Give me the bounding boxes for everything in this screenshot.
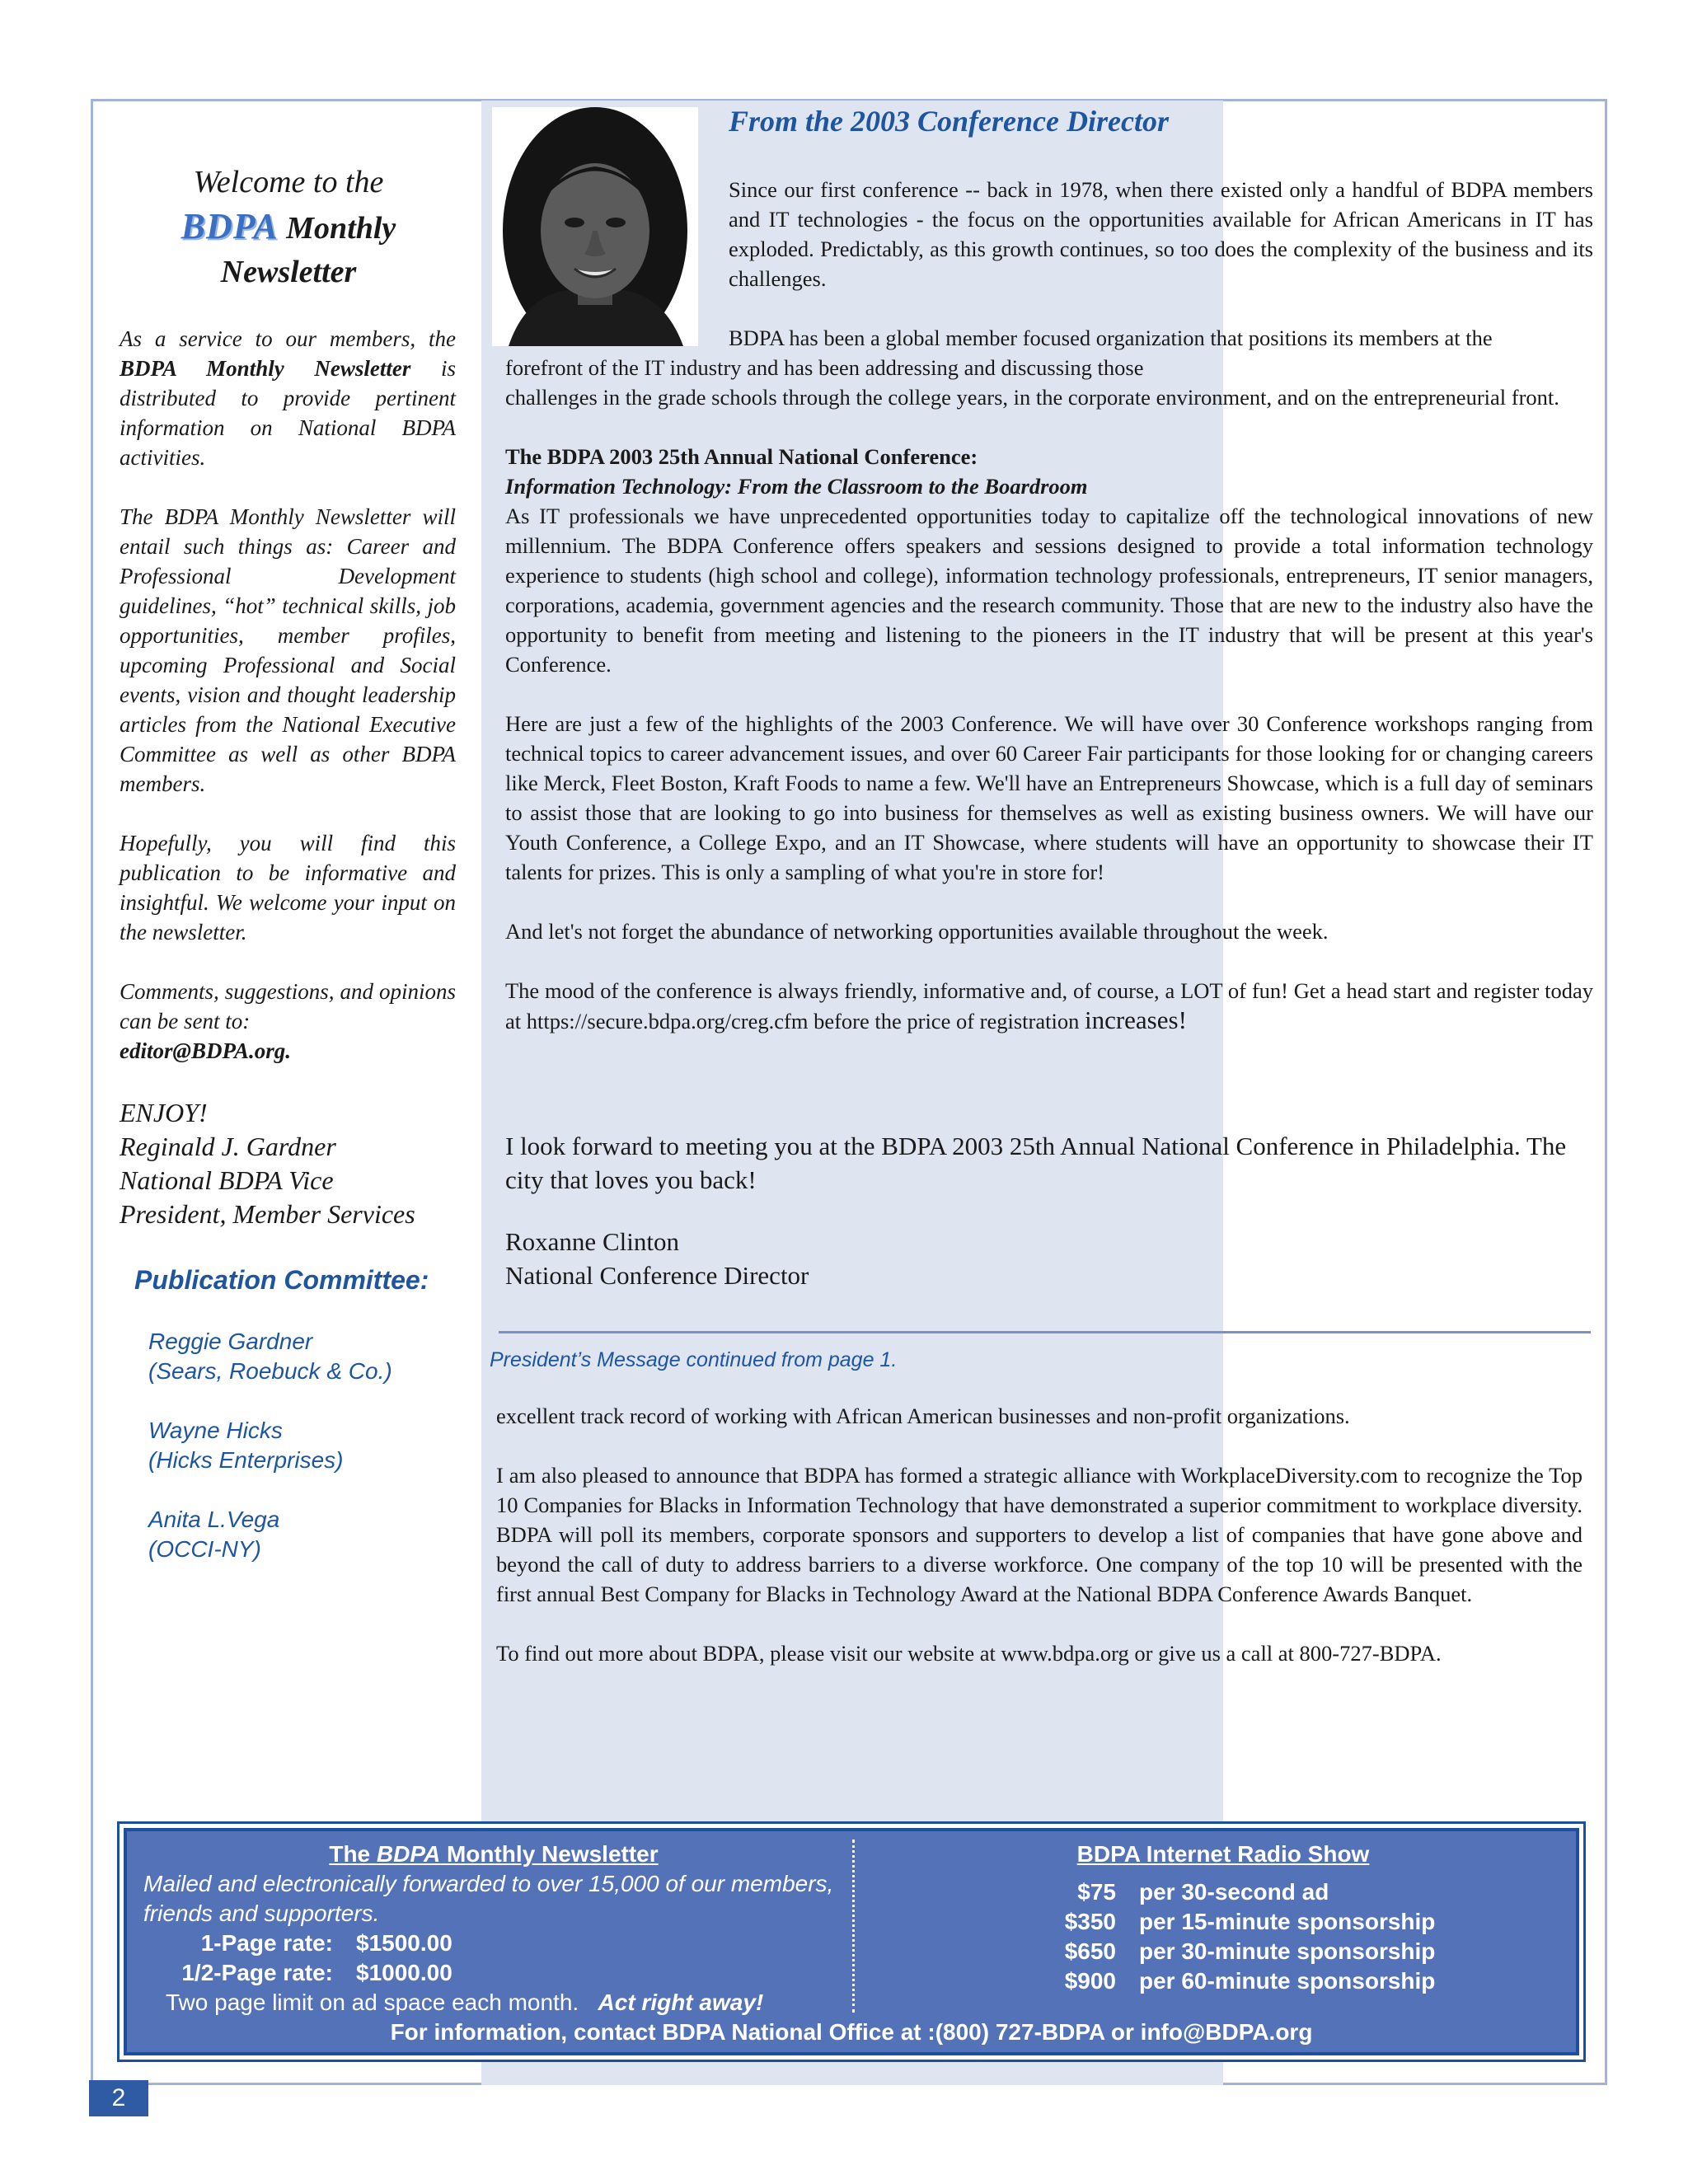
left-intro-text bbox=[120, 324, 456, 1066]
radio-rate-row: $900 per 60-minute sponsorship bbox=[1064, 1968, 1436, 1994]
ad-limit-row: Two page limit on ad space each month. Act right away! bbox=[166, 1990, 764, 2015]
director-photo bbox=[492, 107, 698, 346]
signoff-line: ENJOY! bbox=[120, 1098, 208, 1127]
article-intro-paragraph: Since our first conference -- back in 1978, when there existed only a handful of BDPA members and IT technologies - the focus on the opportunities available for African Americans in IT has exploded. Predictably, as this growth continues, so too does the complexity of the business and its challenges. bbox=[729, 177, 1593, 291]
signature-name: Roxanne Clinton bbox=[505, 1227, 679, 1256]
committee-member: Wayne Hicks (Hicks Enterprises) bbox=[148, 1418, 344, 1473]
signature bbox=[505, 1225, 1593, 1292]
radio-show-ad bbox=[869, 1840, 1578, 1996]
radio-rate-row: $75 per 30-second ad bbox=[1077, 1879, 1329, 1905]
closing-paragraph: I look forward to meeting you at the BDPA 2003 25th Annual National Conference in Philadelphia. The city that loves you back! bbox=[505, 1132, 1567, 1194]
continued-note: President’s Message continued from page 1. bbox=[490, 1348, 898, 1371]
publication-committee-title: Publication Committee: bbox=[134, 1265, 429, 1295]
ad-divider bbox=[852, 1840, 855, 2013]
committee-list bbox=[148, 1327, 392, 1594]
conference-heading: The BDPA 2003 25th Annual National Conference: bbox=[505, 444, 978, 469]
article-p2-start: BDPA has been a global member focused organization that positions its members at the bbox=[729, 326, 1493, 350]
radio-rate-row: $650 per 30-minute sponsorship bbox=[1064, 1938, 1436, 1964]
hope-paragraph: Hopefully, you will find this publication to be informative and insightful. We welcome your input on the newsletter. bbox=[120, 831, 456, 944]
signoff bbox=[120, 1096, 466, 1231]
signoff-title: National BDPA Vice bbox=[120, 1165, 334, 1195]
intro-paragraph: As a service to our members, the BDPA Monthly Newsletter is distributed to provide pertinent information on National BDPA activities. bbox=[120, 326, 456, 470]
act-right-away: Act right away! bbox=[598, 1990, 764, 2015]
contents-paragraph: The BDPA Monthly Newsletter will entail such things as: Career and Professional Development guidelines, “hot” technical skills, job opportunities, member profiles, upcoming Professional and Social events, vision and thought leadership articles from the National Executive Committee as well as other BDPA members. bbox=[120, 504, 456, 796]
comments-paragraph: Comments, suggestions, and opinions can be sent to: bbox=[120, 979, 456, 1033]
president-message-text: excellent track record of working with African American businesses and non-profit organizations. I am also pleased to announce that BDPA has formed a strategic alliance with WorkplaceDiversity.com to recognize the Top 10 Companies for Blacks in Information Technology that have demonstrated a superior commitment to workplace diversity. BDPA will poll its members, corporate sponsors and supporters to develop a list of companies that have gone above and beyond the call of duty to address barriers to a diverse workforce. One company of the top 10 will be presented with the first annual Best Company for Blacks in Technology Award at the National BDPA Conference Awards Banquet. To find out more about BDPA, please visit our website at www.bdpa.org or give us a call at 800-727-BDPA. bbox=[496, 1404, 1582, 1666]
article-main-text: forefront of the IT industry and has been addressing and discussing those challenges in the grade schools through the college years, in the corporate environment, and on the entrepreneurial front. The BDPA 2003 25th Annual National Conference: Information Technology: From the Classroom to the Boardroom As IT professionals we have unprecedented opportunities today to capitalize off the technological innovations of new millennium. The BDPA Conference offers speakers and sessions designed to provide a total information technology experience to students (high school and college), information technology professionals, entrepreneurs, IT senior managers, corporations, academia, government agencies and the research community. Those that are new to the industry also have the opportunity to benefit from meeting and listening to the pioneers in the IT industry that will be present at this year's Conference. Here are just a few of the highlights of the 2003 Conference. We will have over 30 Conference workshops ranging from technical topics to career advancement issues, and over 60 Career Fair participants for those looking for or changing careers like Merck, Fleet Boston, Kraft Foods to name a few. We'll have an Entrepreneurs Showcase, which is a full day of seminars to assist those that are looking to go into business for themselves as well as existing business owners. We will have our Youth Conference, a College Expo, and an IT Showcase, where students will have an opportunity to showcase their IT talents for prizes. This is only a sampling of what you're in store for! And let's not forget the abundance of networking opportunities available throughout the week. The mood of the conference is always friendly, informative and, of course, a LOT of fun! Get a head start and register today at https://secure.bdpa.org/creg.cfm before the price of registration increases! bbox=[505, 355, 1593, 1034]
welcome-heading bbox=[120, 161, 457, 294]
radio-show-title: BDPA Internet Radio Show bbox=[1076, 1841, 1370, 1867]
section-divider bbox=[499, 1331, 1591, 1333]
signoff-title: President, Member Services bbox=[120, 1199, 415, 1229]
newsletter-ad bbox=[143, 1840, 844, 2018]
welcome-line: Welcome to the bbox=[193, 165, 384, 199]
newsletter-ad-title: The BDPA Monthly Newsletter bbox=[329, 1841, 659, 1867]
newsletter-word: Newsletter bbox=[220, 255, 357, 289]
signature-title: National Conference Director bbox=[505, 1261, 809, 1290]
radio-rate-row: $350 per 15-minute sponsorship bbox=[1064, 1909, 1436, 1934]
ad-box bbox=[124, 1828, 1579, 2055]
signoff-name: Reginald J. Gardner bbox=[120, 1132, 336, 1161]
ad-contact-footer: For information, contact BDPA National Office at :(800) 727-BDPA or info@BDPA.org bbox=[390, 2019, 1313, 2045]
committee-member: Reggie Gardner (Sears, Roebuck & Co.) bbox=[148, 1329, 392, 1384]
monthly-word: Monthly bbox=[278, 211, 396, 246]
committee-member: Anita L.Vega (OCCI-NY) bbox=[148, 1507, 280, 1562]
article-title: From the 2003 Conference Director bbox=[729, 105, 1169, 138]
rate-row: 1-Page rate: $1500.00 bbox=[200, 1930, 452, 1956]
editor-email-link[interactable]: editor@BDPA.org. bbox=[120, 1038, 291, 1063]
newsletter-ad-desc: Mailed and electronically forwarded to over 15,000 of our members, friends and supporters. bbox=[143, 1871, 834, 1926]
rate-row: 1/2-Page rate: $1000.00 bbox=[181, 1960, 452, 1985]
conference-subheading: Information Technology: From the Classroom to the Boardroom bbox=[505, 474, 1088, 499]
newsletter-name: BDPA Monthly Newsletter bbox=[120, 356, 411, 381]
page-number: 2 bbox=[89, 2080, 148, 2116]
bdpa-brand: BDPA bbox=[181, 206, 279, 246]
